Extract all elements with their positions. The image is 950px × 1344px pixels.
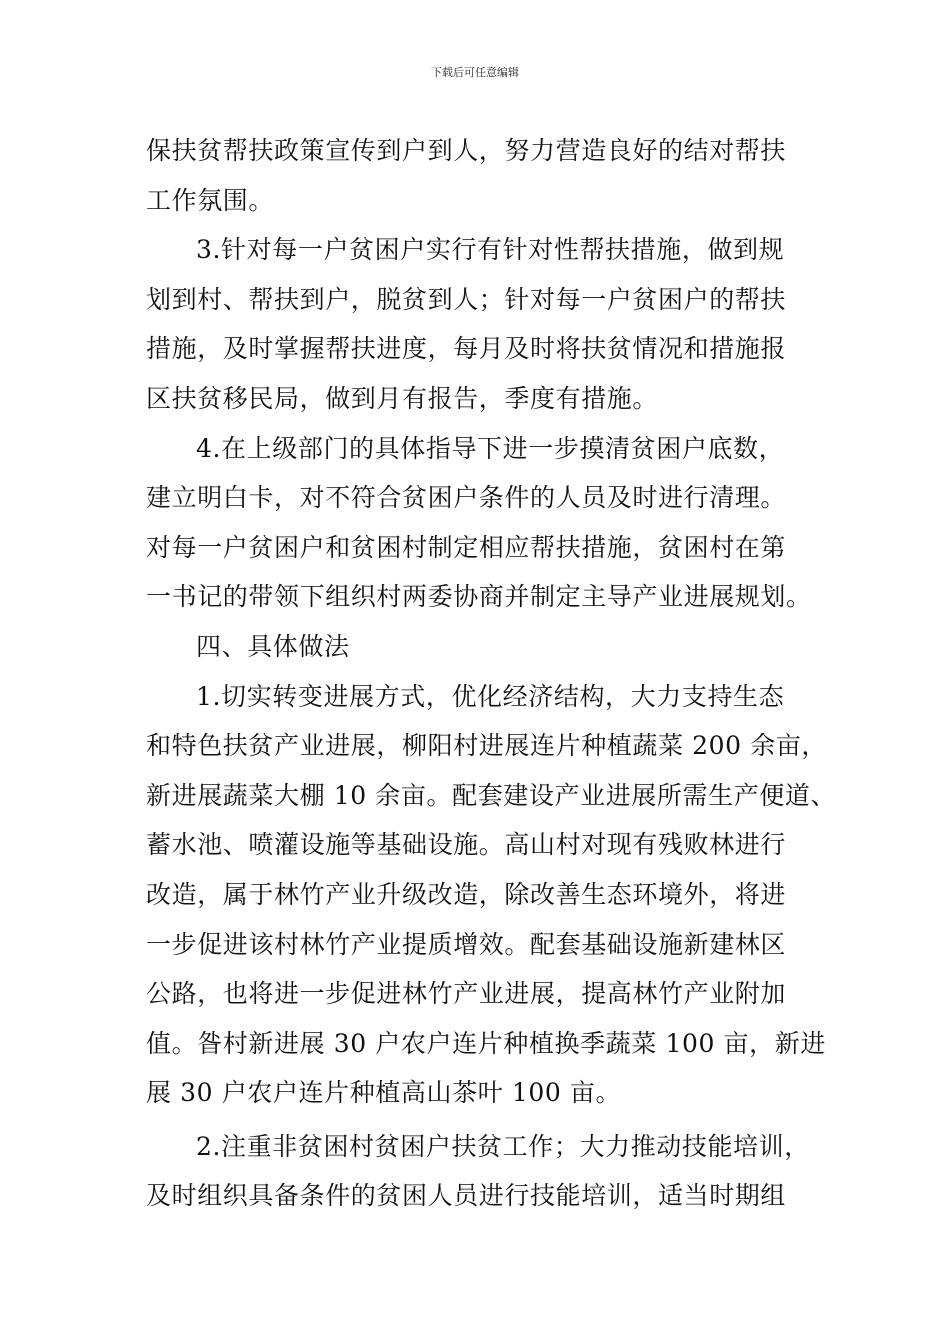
text-line: 展 30 户农户连片种植高山茶叶 100 亩。 <box>146 1078 622 1108</box>
text-line: 一书记的带领下组织村两委协商并制定主导产业进展规划。 <box>146 582 812 612</box>
text-line: 对每一户贫困户和贫困村制定相应帮扶措施，贫困村在第 <box>146 532 787 562</box>
section-heading: 四、具体做法 <box>196 631 350 661</box>
text-line: 建立明白卡，对不符合贫困户条件的人员及时进行清理。 <box>146 483 787 513</box>
text-line: 一步促进该村林竹产业提质增效。配套基础设施新建林区 <box>146 929 787 959</box>
paragraph-start-line: 3.针对每一户贫困户实行有针对性帮扶措施，做到规 <box>196 235 785 265</box>
text-line: 值。昝村新进展 30 户农户连片种植换季蔬菜 100 亩，新进 <box>146 1028 826 1058</box>
text-line: 蓄水池、喷灌设施等基础设施。高山村对现有残败林进行 <box>146 830 787 860</box>
document-body <box>146 126 837 1221</box>
text-line: 划到村、帮扶到户，脱贫到人；针对每一户贫困户的帮扶 <box>146 284 787 314</box>
page-header-note: 下载后可任意编辑 <box>431 66 519 79</box>
text-line: 新进展蔬菜大棚 10 余亩。配套建设产业进展所需生产便道、 <box>146 780 837 810</box>
text-line: 区扶贫移民局，做到月有报告，季度有措施。 <box>146 383 659 413</box>
text-line: 及时组织具备条件的贫困人员进行技能培训，适当时期组 <box>146 1181 787 1211</box>
text-line: 和特色扶贫产业进展，柳阳村进展连片种植蔬菜 200 余亩， <box>146 731 828 761</box>
paragraph-start-line: 2.注重非贫困村贫困户扶贫工作；大力推动技能培训， <box>196 1131 810 1161</box>
text-line: 改造，属于林竹产业升级改造，除改善生态环境外，将进 <box>146 879 787 909</box>
paragraph-start-line: 4.在上级部门的具体指导下进一步摸清贫困户底数， <box>196 433 785 463</box>
text-line: 保扶贫帮扶政策宣传到户到人，努力营造良好的结对帮扶 <box>146 136 787 165</box>
text-line: 措施，及时掌握帮扶进度，每月及时将扶贫情况和措施报 <box>146 334 787 364</box>
text-line: 工作氛围。 <box>146 185 275 215</box>
text-line: 公路，也将进一步促进林竹产业进展，提高林竹产业附加 <box>146 979 787 1009</box>
paragraph-start-line: 1.切实转变进展方式，优化经济结构，大力支持生态 <box>196 681 785 711</box>
